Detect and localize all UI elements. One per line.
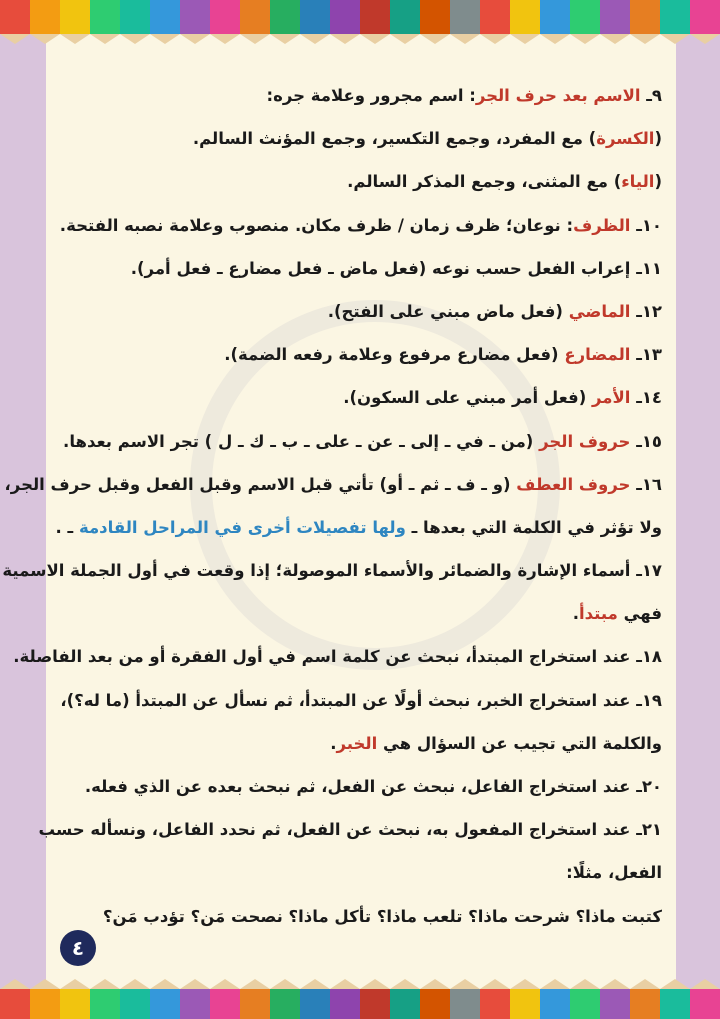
line-text: ١٤ـ: [630, 388, 662, 408]
line-text: ١٣ـ: [630, 345, 662, 365]
line-text: ١٨ـ عند استخراج المبتدأ، نبحث عن كلمة اسم في أول الفقرة أو من بعد الفاصلة.: [13, 647, 662, 667]
line-text: ـ .: [55, 517, 79, 537]
line-text: ١٦ـ: [630, 474, 662, 494]
pencil-decoration: [210, 0, 240, 34]
pencil-decoration: [360, 0, 390, 34]
pencil-decoration: [630, 989, 660, 1019]
pencil-decoration: [240, 989, 270, 1019]
line-text: ٢٠ـ عند استخراج الفاعل، نبحث عن الفعل، ثم نبحث بعده عن الذي فعله.: [84, 777, 662, 796]
highlighted-term: الخبر: [336, 733, 378, 753]
line-text: : اسم مجرور وعلامة جره:: [266, 86, 476, 105]
line-text: ١٥ـ: [630, 431, 662, 451]
line-text: .: [330, 733, 337, 753]
pencil-decoration: [570, 989, 600, 1019]
pencil-decoration: [690, 989, 720, 1019]
pencil-decoration: [480, 0, 510, 34]
text-line: [2, 549, 662, 592]
highlighted-term: حروف الجر: [539, 431, 631, 451]
bottom-pencil-border: [0, 975, 720, 1019]
pencil-decoration: [450, 0, 480, 34]
highlighted-term: المضارع: [564, 345, 631, 365]
pencil-decoration: [570, 0, 600, 34]
pencil-decoration: [390, 0, 420, 34]
line-text: ١١ـ إعراب الفعل حسب نوعه (فعل ماض ـ فعل مضارع ـ فعل أمر).: [130, 258, 662, 278]
text-line: [55, 506, 662, 549]
pencil-decoration: [240, 0, 270, 34]
line-text: (فعل مضارع مرفوع وعلامة رفعه الضمة).: [224, 345, 565, 365]
pencil-decoration: [600, 0, 630, 34]
line-text: (: [654, 129, 662, 149]
pencil-decoration: [420, 0, 450, 34]
line-text: كتبت ماذا؟ شرحت ماذا؟ تلعب ماذا؟ تأكل ماذا؟ نصحت مَن؟ تؤدب مَن؟: [102, 906, 662, 926]
pencil-decoration: [270, 0, 300, 34]
pencil-decoration: [300, 989, 330, 1019]
pencil-decoration: [510, 989, 540, 1019]
text-line: [62, 895, 662, 938]
pencil-decoration: [150, 0, 180, 34]
blue-note: ولها تفصيلات أخرى في المراحل القادمة: [78, 517, 406, 537]
pencil-decoration: [660, 0, 690, 34]
highlighted-term: الياء: [621, 172, 655, 192]
line-text: والكلمة التي تجيب عن السؤال هي: [377, 733, 662, 753]
pencil-decoration: [120, 0, 150, 34]
pencil-decoration: [630, 0, 660, 34]
pencil-decoration: [180, 989, 210, 1019]
pencil-decoration: [330, 0, 360, 34]
line-text: ٩ـ: [640, 86, 662, 105]
pencil-decoration: [450, 989, 480, 1019]
highlighted-term: الكسرة: [596, 129, 655, 149]
line-text: الفعل، مثلًا:: [566, 863, 662, 883]
line-text: فهي: [617, 604, 662, 624]
pencil-decoration: [270, 989, 300, 1019]
line-text: ) مع المثنى، وجمع المذكر السالم.: [347, 172, 622, 192]
pencil-decoration: [480, 989, 510, 1019]
text-line: [62, 160, 662, 203]
text-line: [62, 117, 662, 160]
line-text: ١٩ـ عند استخراج الخبر، نبحث أولًا عن المبتدأ، ثم نسأل عن المبتدأ (ما له؟)،: [60, 690, 662, 710]
text-line: [62, 376, 662, 419]
line-text: .: [572, 604, 579, 624]
pencil-decoration: [540, 0, 570, 34]
highlighted-term: الماضي: [568, 301, 631, 321]
pencil-decoration: [330, 989, 360, 1019]
line-text: ولا تؤثر في الكلمة التي بعدها ـ: [405, 517, 662, 537]
line-text: ) مع المفرد، وجمع التكسير، وجمع المؤنث السالم.: [192, 129, 597, 149]
pencil-decoration: [180, 0, 210, 34]
pencil-decoration: [30, 989, 60, 1019]
pencil-decoration: [210, 989, 240, 1019]
pencil-decoration: [90, 989, 120, 1019]
line-text: (: [654, 172, 662, 192]
text-line: [59, 204, 662, 247]
text-line: [62, 290, 662, 333]
highlighted-term: حروف العطف: [516, 474, 631, 494]
top-pencil-border: [0, 0, 720, 44]
line-text: (من ـ في ـ إلى ـ عن ـ على ـ ب ـ ك ـ ل ) تجر الاسم بعدها.: [63, 431, 540, 451]
line-text: : نوعان؛ ظرف زمان / ظرف مكان. منصوب وعلامة نصبه الفتحة.: [59, 215, 574, 235]
pencil-decoration: [30, 0, 60, 34]
line-text: ٢١ـ عند استخراج المفعول به، نبحث عن الفعل، ثم نحدد الفاعل، ونسأله حسب: [38, 820, 662, 840]
pencil-decoration: [150, 989, 180, 1019]
pencil-decoration: [690, 0, 720, 34]
highlighted-term: مبتدأ: [578, 604, 618, 624]
text-line: [62, 420, 662, 463]
pencil-decoration: [0, 0, 30, 34]
text-line: [62, 765, 662, 808]
line-text: (و ـ ف ـ ثم ـ أو) تأتي قبل الاسم وقبل الفعل وقبل حرف الجر،: [4, 474, 517, 494]
text-line: [62, 851, 662, 894]
text-line: [62, 333, 662, 376]
line-text: ١٢ـ: [630, 301, 662, 321]
text-line: [62, 592, 662, 635]
line-text: (فعل أمر مبني على السكون).: [343, 388, 593, 408]
pencil-decoration: [360, 989, 390, 1019]
pencil-decoration: [510, 0, 540, 34]
pencil-decoration: [390, 989, 420, 1019]
line-text: ١٧ـ أسماء الإشارة والضمائر والأسماء الموصولة؛ إذا وقعت في أول الجملة الاسمية: [2, 561, 662, 581]
pencil-decoration: [300, 0, 330, 34]
text-line: [38, 808, 662, 851]
pencil-decoration: [60, 0, 90, 34]
pencil-decoration: [60, 989, 90, 1019]
highlighted-term: الظرف: [573, 215, 631, 235]
page-number-badge: ٤: [60, 930, 96, 966]
pencil-decoration: [90, 0, 120, 34]
pencil-decoration: [540, 989, 570, 1019]
text-line: [13, 635, 662, 678]
text-line: [4, 463, 662, 506]
pencil-decoration: [660, 989, 690, 1019]
text-line: [62, 247, 662, 290]
pencil-decoration: [600, 989, 630, 1019]
text-line: [62, 722, 662, 765]
line-text: (فعل ماض مبني على الفتح).: [327, 301, 569, 321]
highlighted-term: الاسم بعد حرف الجر: [475, 86, 641, 105]
highlighted-term: الأمر: [592, 388, 631, 408]
pencil-decoration: [120, 989, 150, 1019]
line-text: ١٠ـ: [630, 215, 662, 235]
pencil-decoration: [0, 989, 30, 1019]
pencil-decoration: [420, 989, 450, 1019]
grammar-notes: [2, 74, 662, 938]
text-line: [62, 679, 662, 722]
text-line: [62, 74, 662, 117]
